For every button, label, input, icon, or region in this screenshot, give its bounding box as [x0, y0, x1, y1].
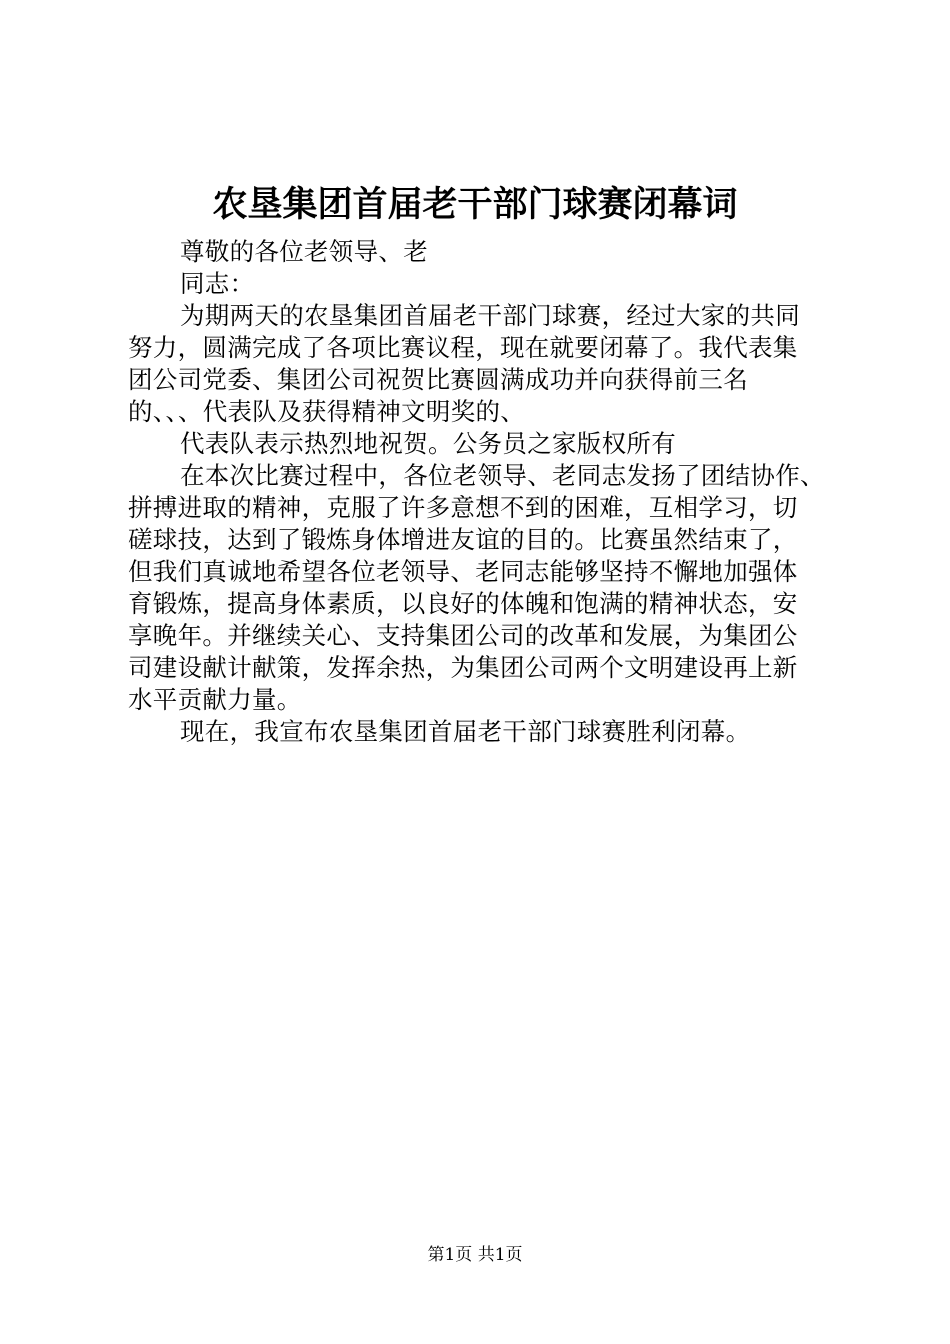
body-line: 在本次比赛过程中，各位老领导、老同志发扬了团结协作、 [180, 461, 825, 490]
body-line: 尊敬的各位老领导、老 [180, 237, 428, 266]
body-line: 同志： [180, 269, 255, 298]
body-line: 的、、、代表队及获得精神文明奖的、 [128, 397, 526, 426]
body-line: 拼搏进取的精神，克服了许多意想不到的困难，互相学习，切 [128, 493, 798, 522]
body-line: 育锻炼，提高身体素质，以良好的体魄和饱满的精神状态，安 [128, 589, 798, 618]
body-line: 享晚年。并继续关心、支持集团公司的改革和发展，为集团公 [128, 621, 798, 650]
body-line: 团公司党委、集团公司祝贺比赛圆满成功并向获得前三名 [128, 365, 748, 394]
document-title: 农垦集团首届老干部门球赛闭幕词 [212, 184, 738, 225]
body-line: 磋球技，达到了锻炼身体增进友谊的目的。比赛虽然结束了， [128, 525, 798, 554]
body-line: 但我们真诚地希望各位老领导、老同志能够坚持不懈地加强体 [128, 557, 798, 586]
body-line: 为期两天的农垦集团首届老干部门球赛，经过大家的共同 [180, 301, 800, 330]
body-line: 水平贡献力量。 [128, 685, 302, 714]
body-line: 努力，圆满完成了各项比赛议程，现在就要闭幕了。我代表集 [128, 333, 798, 362]
page-number-footer: 第1页 共1页 [427, 1245, 523, 1265]
body-line: 司建设献计献策，发挥余热，为集团公司两个文明建设再上新 [128, 653, 798, 682]
body-line: 代表队表示热烈地祝贺。公务员之家版权所有 [180, 429, 676, 458]
document-body [128, 236, 828, 748]
body-line: 现在，我宣布农垦集团首届老干部门球赛胜利闭幕。 [180, 717, 751, 746]
